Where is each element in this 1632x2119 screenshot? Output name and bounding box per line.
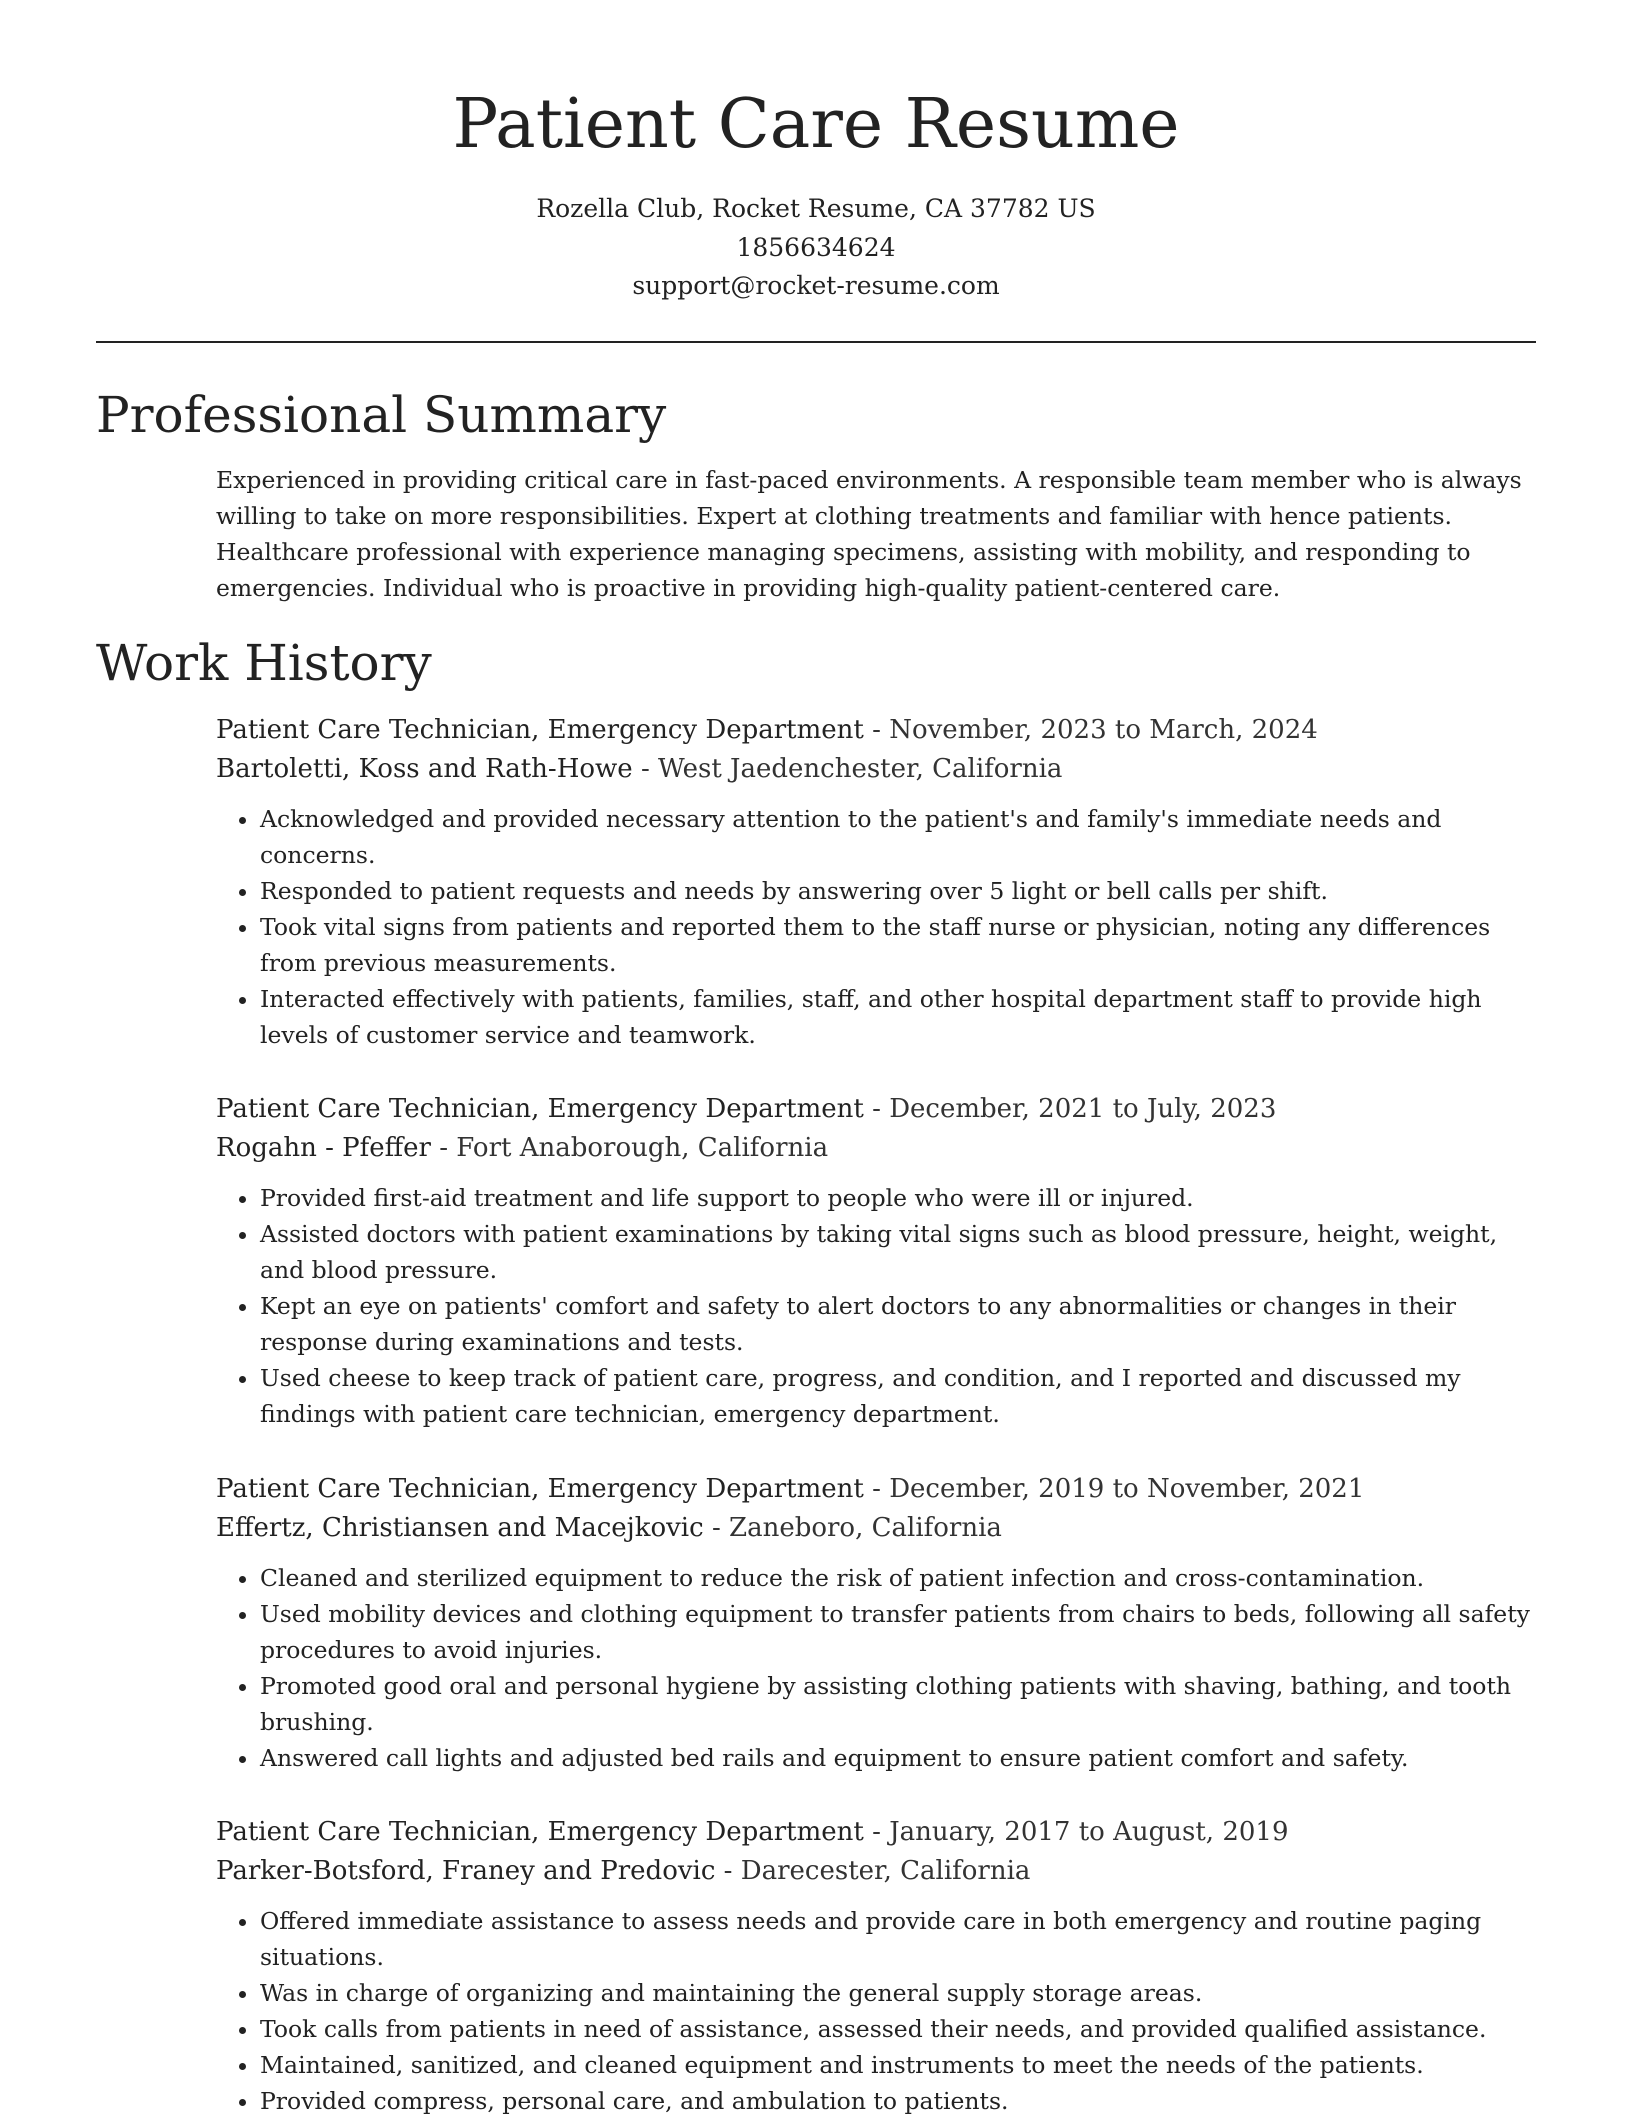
job-company-line	[216, 1509, 1536, 1548]
list-item: • Took calls from patients in need of assistance, assessed their needs, and provided qualified assistance.	[260, 2011, 1536, 2047]
work-history-heading: Work History	[96, 634, 432, 692]
list-item: • Provided first-aid treatment and life support to people who were ill or injured.	[260, 1180, 1536, 1216]
summary-text: Experienced in providing critical care in fast-paced environments. A responsible team member who is always willing to take on more responsibilities. Expert at clothing treatments and familiar with hence patients. Healthcare professional with experience managing specimens, assisting with mobility, and responding to emergencies. Individual who is proactive in providing high-quality patient-centered care.	[216, 466, 1522, 602]
list-item: • Responded to patient requests and needs by answering over 5 light or bell calls per shift.	[260, 873, 1536, 909]
job-company-line	[216, 1852, 1536, 1891]
list-item: • Interacted effectively with patients, families, staff, and other hospital department staff to provide high levels of customer service and teamwork.	[260, 981, 1536, 1053]
list-item: • Promoted good oral and personal hygiene by assisting clothing patients with shaving, bathing, and tooth brushing.	[260, 1668, 1536, 1740]
list-item: • Was in charge of organizing and maintaining the general supply storage areas.	[260, 1975, 1536, 2011]
job-entry	[216, 1090, 1536, 1432]
header-divider	[96, 341, 1536, 343]
job-title-line	[216, 1813, 1536, 1852]
job-location: - Fort Anaborough, California	[430, 1133, 829, 1163]
list-item: • Maintained, sanitized, and cleaned equipment and instruments to meet the needs of the patients.	[260, 2047, 1536, 2083]
list-item: • Assisted doctors with patient examinations by taking vital signs such as blood pressure, height, weight, and blood pressure.	[260, 1216, 1536, 1288]
job-location: - West Jaedenchester, California	[632, 754, 1063, 784]
list-item: • Cleaned and sterilized equipment to reduce the risk of patient infection and cross-contamination.	[260, 1560, 1536, 1596]
job-title-line	[216, 1090, 1536, 1129]
job-title: Patient Care Technician, Emergency Department	[216, 715, 864, 745]
list-item: • Used mobility devices and clothing equipment to transfer patients from chairs to beds, following all safety procedures to avoid injuries.	[260, 1596, 1536, 1668]
job-title: Patient Care Technician, Emergency Department	[216, 1474, 864, 1504]
list-item: • Provided compress, personal care, and ambulation to patients.	[260, 2083, 1536, 2119]
job-company-line	[216, 1129, 1536, 1168]
contact-email: support@rocket-resume.com	[632, 271, 1000, 300]
job-title-line	[216, 711, 1536, 750]
job-dates: - January, 2017 to August, 2019	[863, 1817, 1289, 1847]
job-bullets	[216, 801, 1536, 1053]
job-title: Patient Care Technician, Emergency Department	[216, 1094, 864, 1124]
job-dates: - November, 2023 to March, 2024	[863, 715, 1318, 745]
contact-block	[0, 190, 1632, 306]
job-bullets	[216, 1903, 1536, 2119]
job-company: Effertz, Christiansen and Macejkovic	[216, 1513, 704, 1543]
job-dates: - December, 2021 to July, 2023	[863, 1094, 1277, 1124]
job-company: Rogahn - Pfeffer	[216, 1133, 431, 1163]
list-item: • Answered call lights and adjusted bed rails and equipment to ensure patient comfort and safety.	[260, 1740, 1536, 1776]
job-bullets	[216, 1560, 1536, 1776]
list-item: • Used cheese to keep track of patient care, progress, and condition, and I reported and discussed my findings with patient care technician, emergency department.	[260, 1360, 1536, 1432]
job-company-line	[216, 750, 1536, 789]
job-title: Patient Care Technician, Emergency Department	[216, 1817, 864, 1847]
list-item: • Took vital signs from patients and reported them to the staff nurse or physician, noting any differences from previous measurements.	[260, 909, 1536, 981]
contact-phone: 1856634624	[736, 232, 896, 262]
job-company: Bartoletti, Koss and Rath-Howe	[216, 754, 633, 784]
job-location: - Darecester, California	[715, 1856, 1031, 1886]
job-entry	[216, 1470, 1536, 1776]
job-bullets	[216, 1180, 1536, 1432]
job-entry	[216, 711, 1536, 1053]
job-dates: - December, 2019 to November, 2021	[863, 1474, 1365, 1504]
list-item: • Kept an eye on patients' comfort and safety to alert doctors to any abnormalities or changes in their response during examinations and tests.	[260, 1288, 1536, 1360]
job-location: - Zaneboro, California	[703, 1513, 1002, 1543]
summary-heading: Professional Summary	[96, 386, 667, 444]
contact-address: Rozella Club, Rocket Resume, CA 37782 US	[536, 194, 1096, 223]
job-company: Parker-Botsford, Franey and Predovic	[216, 1856, 716, 1886]
job-title-line	[216, 1470, 1536, 1509]
resume-title: Patient Care Resume	[452, 85, 1180, 164]
list-item: • Acknowledged and provided necessary attention to the patient's and family's immediate needs and concerns.	[260, 801, 1536, 873]
list-item: • Offered immediate assistance to assess needs and provide care in both emergency and routine paging situations.	[260, 1903, 1536, 1975]
job-entry	[216, 1813, 1536, 2119]
